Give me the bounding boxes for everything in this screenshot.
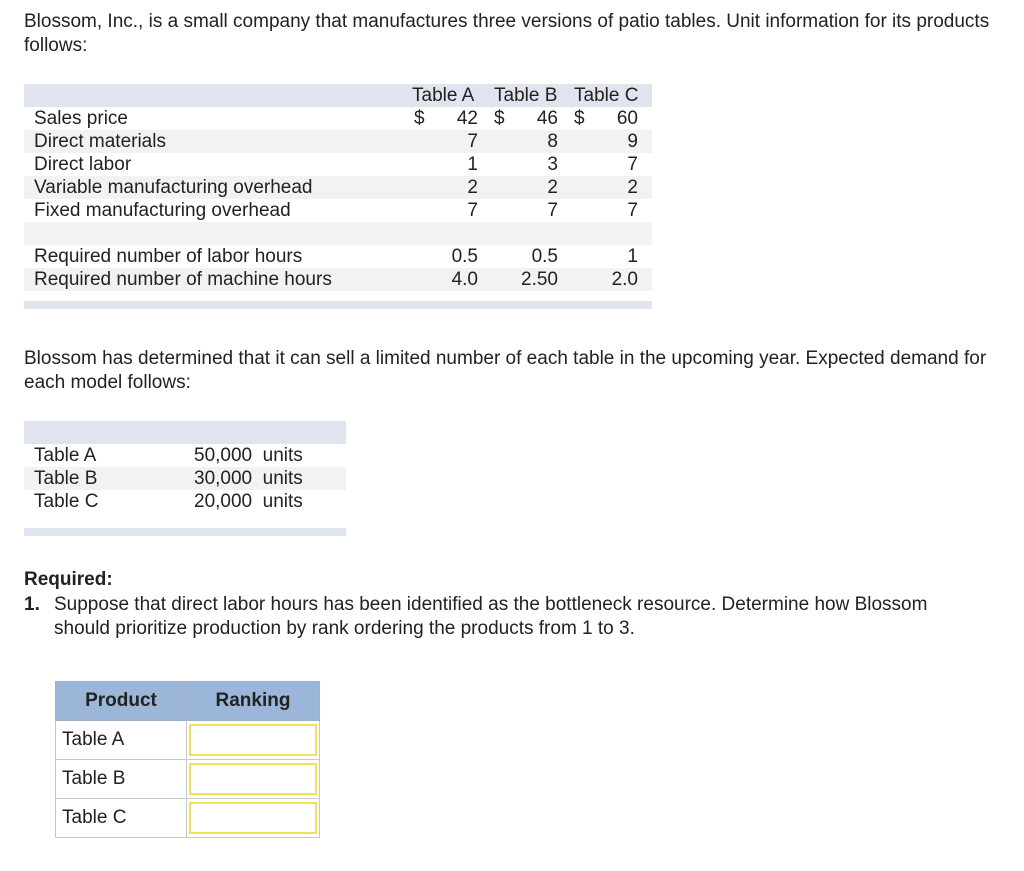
value-table-b: 46 — [536, 108, 558, 129]
value-table-c: 1 — [627, 246, 638, 267]
row-variable-overhead — [24, 176, 652, 199]
requirement-text: Suppose that direct labor hours has been identified as the bottleneck resource. Determine how Blossom should prioritize production by rank ordering the products from 1 to 3. — [54, 594, 928, 639]
row-fixed-overhead — [24, 199, 652, 222]
row-labor-hours — [24, 245, 652, 268]
required-heading: Required: — [24, 569, 113, 590]
answer-row-table-a — [56, 721, 320, 760]
ranking-answer-table — [55, 681, 320, 838]
value-table-b: 2 — [547, 177, 558, 198]
table-footer-band — [24, 301, 652, 309]
ranking-input-table-c[interactable] — [189, 802, 317, 834]
row-label: Table B — [34, 468, 98, 489]
currency-symbol: $ — [574, 108, 585, 129]
product-name: Table C — [56, 799, 187, 838]
currency-symbol: $ — [494, 108, 505, 129]
row-label: Table A — [34, 445, 97, 466]
currency-symbol: $ — [414, 108, 425, 129]
ranking-cell — [187, 799, 320, 838]
value-table-b: 8 — [547, 131, 558, 152]
value-table-b: 3 — [547, 154, 558, 175]
ranking-input-table-a[interactable] — [189, 724, 317, 756]
demand-units: 20,000 units — [194, 491, 303, 512]
row-label: Fixed manufacturing overhead — [34, 200, 291, 221]
header-table-b: Table B — [494, 85, 558, 106]
value-table-c: 7 — [627, 154, 638, 175]
row-label: Sales price — [34, 108, 128, 129]
value-table-c: 2 — [627, 177, 638, 198]
row-sales-price — [24, 107, 652, 130]
value-table-b: 7 — [547, 200, 558, 221]
header-table-a: Table A — [412, 85, 475, 106]
value-table-a: 0.5 — [451, 246, 478, 267]
demand-table-header — [24, 421, 346, 444]
row-direct-labor — [24, 153, 652, 176]
value-table-c: 9 — [627, 131, 638, 152]
row-direct-materials — [24, 130, 652, 153]
answer-header-row — [56, 682, 320, 721]
demand-units: 30,000 units — [194, 468, 303, 489]
unit-table-header — [24, 84, 652, 107]
row-label: Direct labor — [34, 154, 132, 175]
demand-paragraph: Blossom has determined that it can sell a limited number of each table in the upcoming year. Expected demand for each model follows: — [24, 348, 987, 393]
value-table-b: 0.5 — [531, 246, 558, 267]
row-label: Required number of machine hours — [34, 269, 332, 290]
row-label: Required number of labor hours — [34, 246, 303, 267]
requirement-number: 1. — [24, 594, 40, 615]
row-label: Variable manufacturing overhead — [34, 177, 313, 198]
row-label: Table C — [34, 491, 99, 512]
value-table-c: 2.0 — [611, 269, 638, 290]
answer-row-table-c — [56, 799, 320, 838]
demand-row-table-c — [24, 490, 346, 513]
product-name: Table B — [56, 760, 187, 799]
demand-table — [24, 421, 346, 536]
value-table-a: 42 — [456, 108, 478, 129]
value-table-a: 4.0 — [451, 269, 478, 290]
unit-info-table — [24, 84, 652, 309]
value-table-c: 60 — [616, 108, 638, 129]
ranking-input-table-b[interactable] — [189, 763, 317, 795]
column-header-product: Product — [56, 682, 187, 721]
value-table-a: 7 — [467, 131, 478, 152]
ranking-cell — [187, 760, 320, 799]
answer-row-table-b — [56, 760, 320, 799]
value-table-c: 7 — [627, 200, 638, 221]
demand-row-table-a — [24, 444, 346, 467]
value-table-a: 1 — [467, 154, 478, 175]
row-spacer — [24, 222, 652, 245]
table-footer-band — [24, 528, 346, 536]
value-table-b: 2.50 — [521, 269, 558, 290]
value-table-a: 7 — [467, 200, 478, 221]
demand-row-table-b — [24, 467, 346, 490]
header-table-c: Table C — [574, 85, 639, 106]
product-name: Table A — [56, 721, 187, 760]
row-label: Direct materials — [34, 131, 166, 152]
value-table-a: 2 — [467, 177, 478, 198]
intro-paragraph: Blossom, Inc., is a small company that manufactures three versions of patio tables. Unit information for its products follows: — [24, 11, 990, 56]
ranking-cell — [187, 721, 320, 760]
column-header-ranking: Ranking — [187, 682, 320, 721]
demand-units: 50,000 units — [194, 445, 303, 466]
row-machine-hours — [24, 268, 652, 291]
